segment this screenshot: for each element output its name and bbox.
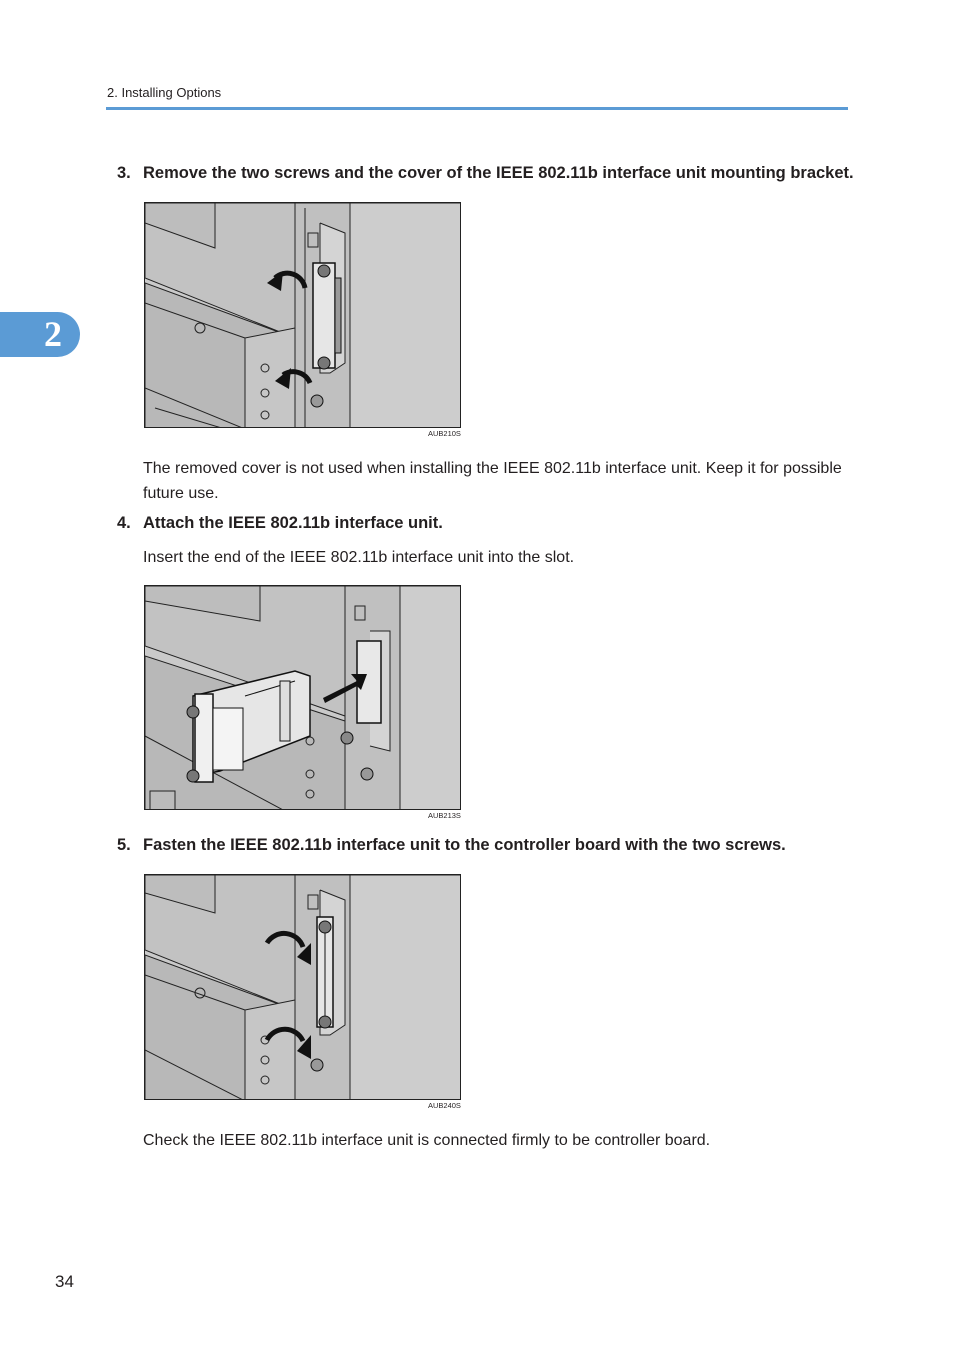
step-4-text: Attach the IEEE 802.11b interface unit. xyxy=(143,514,443,532)
figure-remove-cover xyxy=(144,202,461,428)
chapter-tab-number: 2 xyxy=(44,314,62,354)
step-5-note: Check the IEEE 802.11b interface unit is connected firmly to be controller board. xyxy=(143,1132,711,1149)
figure-insert-unit xyxy=(144,585,461,810)
figure-code-1: AUB210S xyxy=(428,429,461,438)
step-4-note: Insert the end of the IEEE 802.11b interface unit into the slot. xyxy=(143,549,575,566)
figure-code-3: AUB240S xyxy=(428,1101,461,1110)
step-3-number: 3. xyxy=(117,164,131,182)
illustration-remove-cover xyxy=(145,203,461,428)
figure-code-2: AUB213S xyxy=(428,811,461,820)
illustration-fasten-screws xyxy=(145,875,461,1100)
figure-fasten-screws xyxy=(144,874,461,1100)
step-3-heading xyxy=(117,164,854,183)
step-3-text: Remove the two screws and the cover of the IEEE 802.11b interface unit mounting bracket. xyxy=(143,164,854,182)
running-header: 2. Installing Options xyxy=(107,85,222,100)
step-4-heading xyxy=(117,514,443,533)
step-5-number: 5. xyxy=(117,836,131,854)
step-5-text: Fasten the IEEE 802.11b interface unit to the controller board with the two screws. xyxy=(143,836,786,854)
chapter-tab xyxy=(0,312,80,357)
illustration-insert-unit xyxy=(145,586,461,810)
step-4-number: 4. xyxy=(117,514,131,532)
header-rule xyxy=(106,107,848,110)
step-3-note: The removed cover is not used when installing the IEEE 802.11b interface unit. Keep it for possible future use. xyxy=(143,460,842,502)
page-number: 34 xyxy=(55,1272,74,1291)
step-5-heading xyxy=(117,836,786,855)
